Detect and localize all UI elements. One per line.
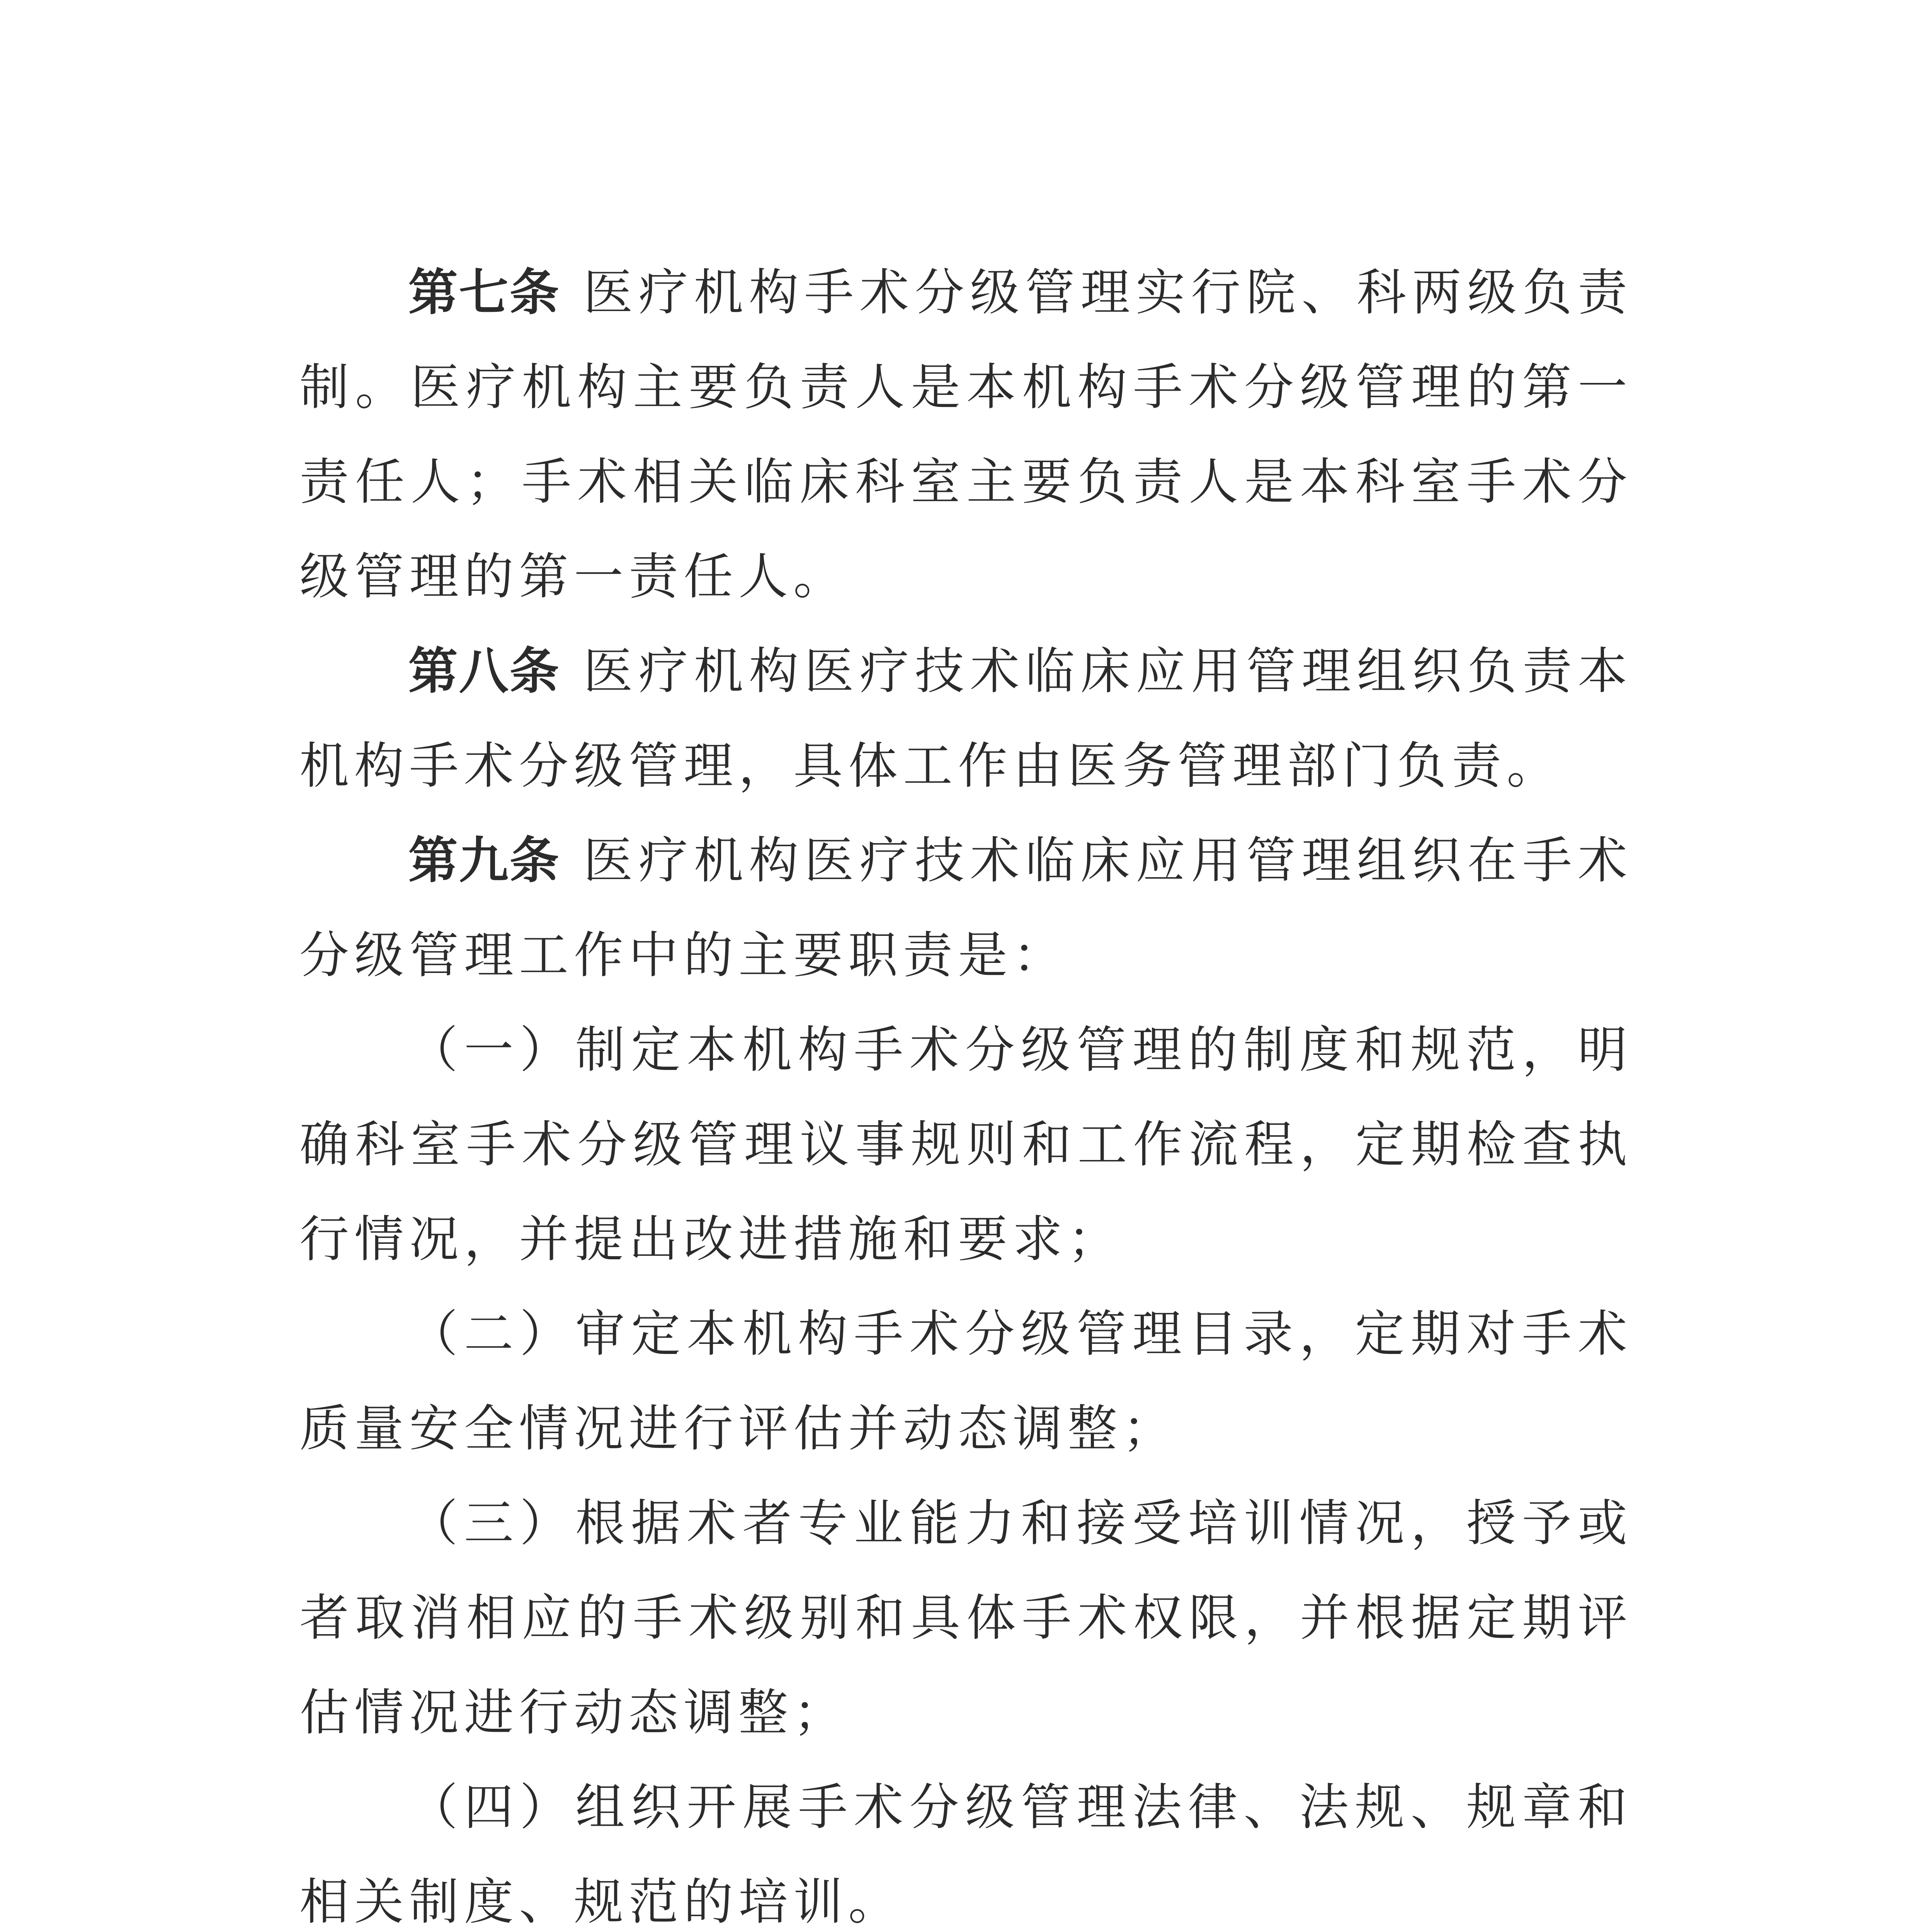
article-9-item-3 <box>299 1476 1633 1760</box>
article-7-heading: 第七条 <box>408 264 560 321</box>
article-7-paragraph <box>299 245 1633 624</box>
article-8-paragraph <box>299 624 1633 813</box>
article-8-heading: 第八条 <box>408 643 560 700</box>
article-9-item-4 <box>299 1760 1633 1932</box>
article-9-heading: 第九条 <box>408 832 560 889</box>
article-9-paragraph <box>299 813 1633 1003</box>
article-9-item-3-text: （三）根据术者专业能力和接受培训情况，授予或者取消相应的手术级别和具体手术权限，并根据定期评估情况进行动态调整； <box>299 1495 1633 1742</box>
article-9-text: 医疗机构医疗技术临床应用管理组织在手术分级管理工作中的主要职责是： <box>299 832 1633 984</box>
document-body <box>299 245 1633 1932</box>
article-9-item-1 <box>299 1003 1633 1287</box>
article-7-text: 医疗机构手术分级管理实行院、科两级负责制。医疗机构主要负责人是本机构手术分级管理的第一责任人；手术相关临床科室主要负责人是本科室手术分级管理的第一责任人。 <box>299 264 1633 605</box>
article-9-item-1-text: （一）制定本机构手术分级管理的制度和规范，明确科室手术分级管理议事规则和工作流程，定期检查执行情况，并提出改进措施和要求； <box>299 1021 1633 1268</box>
article-9-item-4-text: （四）组织开展手术分级管理法律、法规、规章和相关制度、规范的培训。 <box>299 1779 1633 1931</box>
article-9-item-2 <box>299 1287 1633 1476</box>
article-8-text: 医疗机构医疗技术临床应用管理组织负责本机构手术分级管理，具体工作由医务管理部门负责。 <box>299 643 1633 795</box>
article-9-item-2-text: （二）审定本机构手术分级管理目录，定期对手术质量安全情况进行评估并动态调整； <box>299 1305 1633 1458</box>
